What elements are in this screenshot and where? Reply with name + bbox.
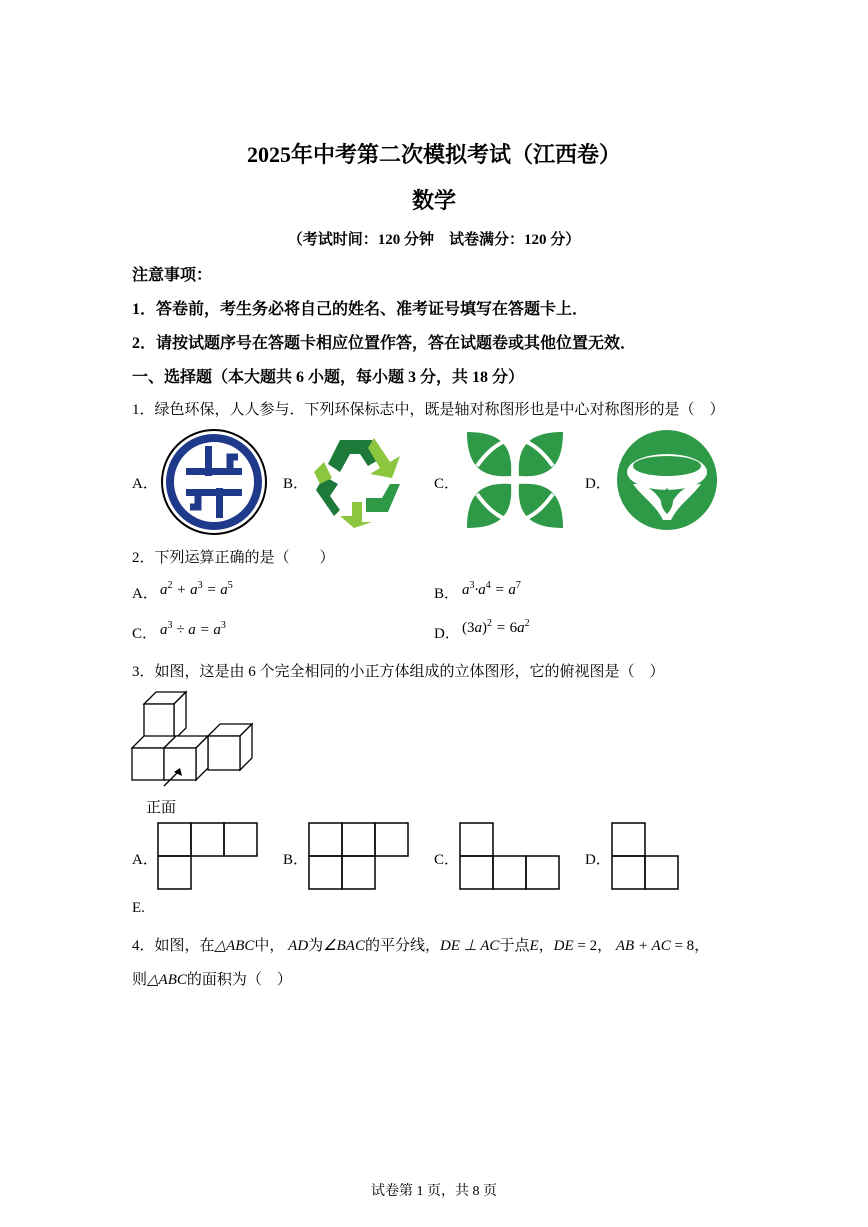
q2-option-d-formula: $(3a)^2 = 6a^2$	[462, 618, 530, 636]
front-view-label: 正面	[146, 800, 177, 816]
q2-option-b-label: B．	[434, 586, 460, 602]
leaf-quad-icon	[463, 428, 567, 532]
q1-option-c-label: C．	[434, 476, 460, 492]
recycle-icon	[310, 432, 406, 528]
q2-option-a-label: A．	[132, 586, 158, 602]
subject-title: 数学	[411, 188, 456, 213]
page-footer: 试卷第 1 页，共 8 页	[371, 1184, 497, 1199]
question-4-line-2: 则△ABC的面积为（ ）	[132, 972, 292, 988]
q1-option-d-label: D．	[585, 476, 611, 492]
q1-option-b-label: B．	[283, 476, 309, 492]
question-4-line-1: 4．如图，在△ABC中， AD为∠BAC的平分线，DE ⊥ AC于点E，DE = 2， AB + AC = 8，	[132, 938, 710, 954]
q3-option-a-label: A．	[132, 852, 158, 868]
q2-option-c-label: C．	[132, 626, 158, 642]
q2-option-d-label: D．	[434, 626, 460, 642]
q3-option-b-figure	[308, 822, 412, 890]
green-food-icon	[615, 428, 719, 532]
note-item-1: 1．答卷前，考生务必将自己的姓名、准考证号填写在答题卡上．	[132, 301, 589, 318]
q3-option-a-figure	[157, 822, 261, 890]
notes-heading: 注意事项：	[132, 267, 213, 284]
question-2-text: 2．下列运算正确的是（ ）	[132, 550, 335, 566]
q2-option-c-formula: $a^3 \div a = a^3$	[160, 620, 226, 638]
q3-option-c-figure	[459, 822, 563, 890]
exam-title: 2025年中考第二次模拟考试（江西卷）	[246, 142, 621, 167]
q3-option-e-label: E.	[132, 900, 145, 916]
question-3-text: 3．如图，这是由 6 个完全相同的小正方体组成的立体图形，它的俯视图是（ ）	[132, 664, 665, 680]
note-item-2: 2．请按试题序号在答题卡相应位置作答，答在试题卷或其他位置无效．	[132, 335, 637, 352]
q2-option-a-formula: $a^2 + a^3 = a^5$	[160, 580, 233, 598]
section-heading: 一、选择题（本大题共 6 小题，每小题 3 分，共 18 分）	[132, 369, 525, 386]
rail-symbol-icon	[160, 428, 268, 536]
q3-option-c-label: C．	[434, 852, 460, 868]
q2-option-b-formula: $a^3\cdot a^4 = a^7$	[462, 580, 521, 598]
q3-option-b-label: B．	[283, 852, 309, 868]
exam-time-info: （考试时间：120 分钟 试卷满分：120 分）	[287, 232, 581, 248]
question-1-text: 1．绿色环保，人人参与．下列环保标志中，既是轴对称图形也是中心对称图形的是（ ）	[132, 402, 725, 418]
q3-option-d-label: D．	[585, 852, 611, 868]
q3-option-d-figure	[611, 822, 683, 890]
q1-option-a-label: A．	[132, 476, 158, 492]
cube-solid-figure	[128, 688, 262, 788]
